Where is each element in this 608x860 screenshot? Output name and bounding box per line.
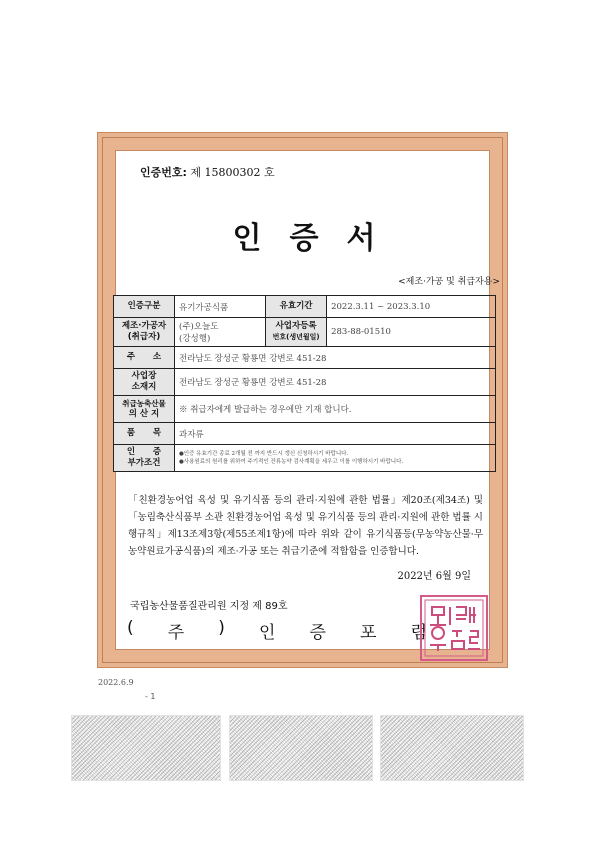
seal-graphic [422,597,486,659]
producer-value [175,318,266,347]
table-row [114,318,496,347]
certificate-number [140,164,275,180]
producer-rep: (강성행) [179,334,211,344]
issuer-char: ) [218,618,225,638]
certificate-info-table [113,295,496,472]
issuer-char: 럼 [410,623,427,643]
validity-value: 2022.3.11 ~ 2023.3.10 [327,296,496,318]
issuer-name [127,618,427,643]
item-value: 과자류 [175,423,496,445]
redacted-block [380,715,524,781]
condition-line-2: ●사용원료의 원리를 위하여 주기적인 잔류농약 검사계획을 세우고 이를 이행하시기 바랍니다. [179,459,404,465]
biz-number-label [266,318,327,347]
redacted-block [71,715,221,781]
issuer-char: 인 [258,623,276,643]
issuer-char: 증 [309,623,326,643]
item-label: 품 목 [114,423,175,445]
official-seal [420,595,488,661]
origin-label-line1: 취급농축산물 [122,399,166,408]
table-row [114,445,496,472]
certificate-scope: <제조·가공 및 취급자용> [398,277,500,287]
table-row [114,369,496,396]
footer-page: - 1 [145,692,156,701]
cert-type-value: 유기가공식품 [175,296,266,318]
condition-line-1: ●인증 유효기간 종료 2개월 전 까지 반드시 갱신 신청하시기 바랍니다. [179,451,349,457]
issue-date: 2022년 6월 9일 [397,571,471,582]
biz-number-label-line1: 사업자등록 [275,321,317,331]
address-label: 주 소 [114,347,175,369]
table-row [114,347,496,369]
table-row [114,423,496,445]
validity-label: 유효기간 [266,296,327,318]
site-label [114,369,175,396]
site-value: 전라남도 장성군 황룡면 강변로 451-28 [175,369,496,396]
footer-date: 2022.6.9 [98,678,134,687]
site-label-line1: 사업장 [131,371,157,381]
certificate-number-label: 인증번호: [140,166,187,179]
site-label-line2: 소재지 [131,382,157,392]
certificate-title: 인증서 [232,221,404,256]
certificate-number-value: 제 15800302 호 [190,166,275,179]
issuer-char: 포 [359,623,377,643]
producer-label [114,318,175,347]
producer-label-line2: (취급자) [127,332,161,342]
table-row [114,396,496,423]
biz-number-value: 283-88-01510 [327,318,496,347]
origin-label [114,396,175,423]
producer-label-line1: 제조·가공자 [121,321,167,331]
issuer-char: ( [127,618,134,638]
redacted-block [229,715,373,781]
certificate-body: 「친환경농어업 육성 및 유기식품 등의 관리·지원에 관한 법률」제20조(제34조) 및「농림축산식품부 소관 친환경농어업 육성 및 유기식품 등의 관리·지원에 관한 법률 시행규칙」제13조제3항(제55조제1항)에 따라 위와 같이 유기식품등(무농약농산물·무농약원료가공식품)의 제조·가공 또는 취급기준에 적합함을 인증합니다. [128,495,483,557]
producer-name: (주)오늘도 [179,322,219,332]
condition-label-line1: 인 증 [126,447,162,457]
origin-value: ※ 취급자에게 발급하는 경우에만 기재 합니다. [175,396,496,423]
address-value: 전라남도 장성군 황룡면 강변로 451-28 [175,347,496,369]
origin-label-line2: 의 산 지 [128,409,160,419]
biz-number-label-line2: 번호(생년월일) [272,333,320,341]
issuer-char: 주 [167,623,185,643]
cert-type-label: 인증구분 [114,296,175,318]
condition-label [114,445,175,472]
condition-value [175,445,496,472]
table-row [114,296,496,318]
designation: 국립농산물품질관리원 지정 제 89호 [130,601,288,612]
condition-label-line2: 부가조건 [127,458,161,468]
